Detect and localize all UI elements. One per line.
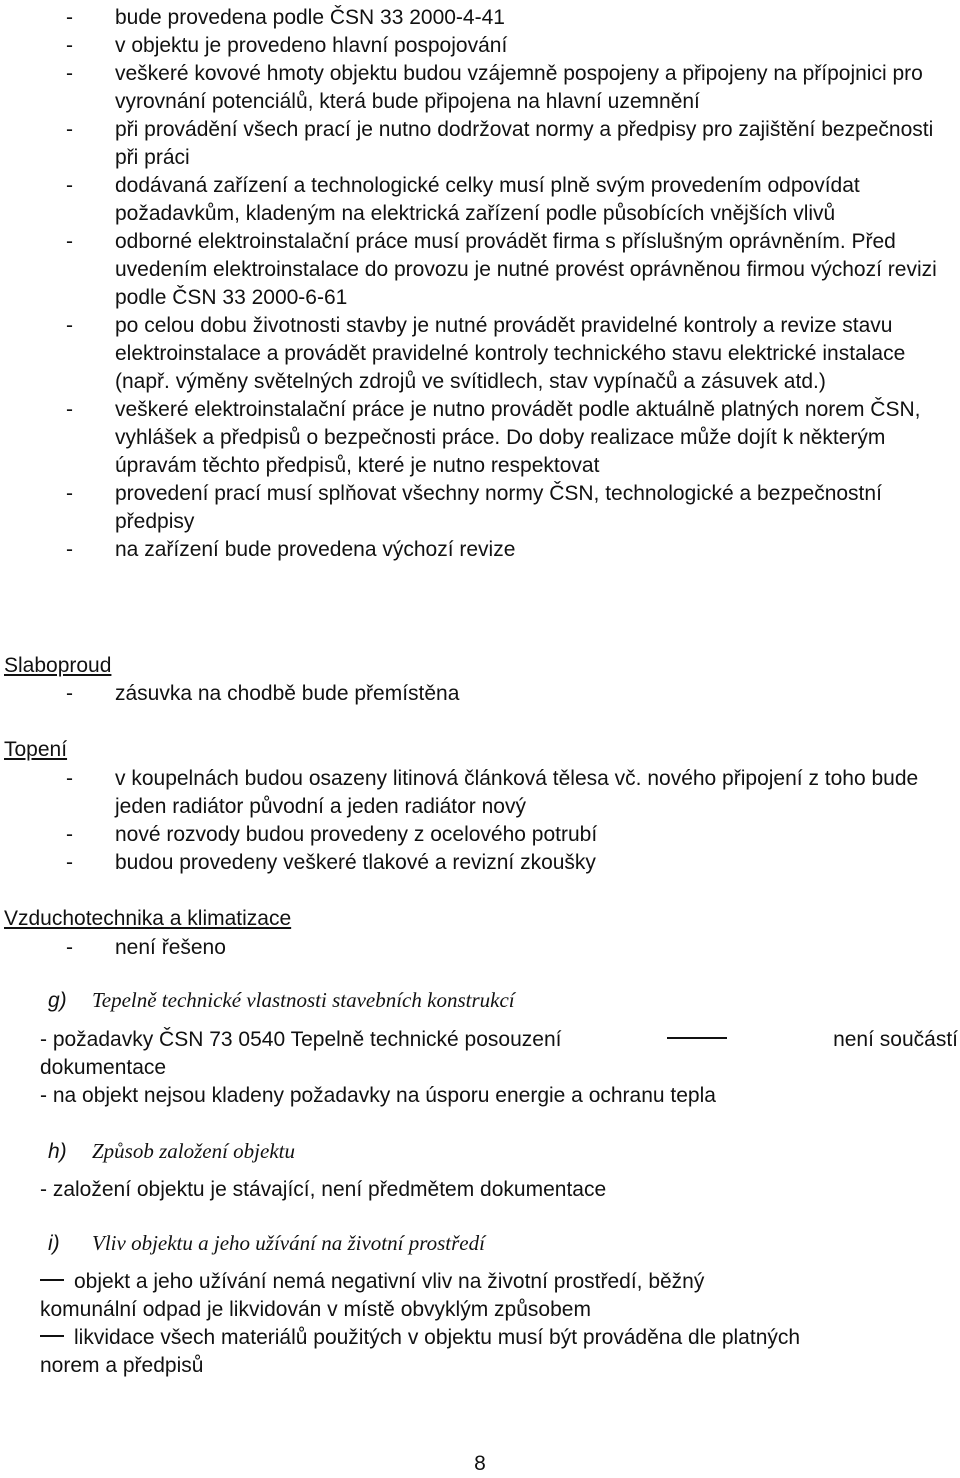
dash-bullet	[40, 1279, 64, 1281]
section-title: Vliv objektu a jeho užívání na životní prostředí	[92, 1231, 485, 1255]
section-g-body	[40, 1026, 958, 1110]
justified-line	[40, 1026, 958, 1054]
list-item: - po celou dobu životnosti stavby je nutné provádět pravidelné kontroly a revize stavu elektroinstalace a provádět pravidelné kontroly technického stavu elektrické instalace (např. výměny světelných zdrojů ve svítidlech, stav vypínačů a zásuvek atd.)	[0, 312, 960, 396]
section-label: g)	[48, 989, 67, 1012]
list-item: - na zařízení bude provedena výchozí revize	[0, 536, 960, 564]
list-item: - dodávaná zařízení a technologické celky musí plně svým provedením odpovídat požadavkům, kladeným na elektrická zařízení podle působících vnějších vlivů	[0, 172, 960, 228]
list-item: - veškeré kovové hmoty objektu budou vzájemně pospojeny a připojeny na přípojnici pro vyrovnání potenciálů, která bude připojena na hlavní uzemnění	[0, 60, 960, 116]
list-item: - nové rozvody budou provedeny z ocelového potrubí	[0, 821, 960, 849]
slaboproud-section	[0, 680, 960, 708]
electro-section	[0, 4, 960, 564]
text-line: - na objekt nejsou kladeny požadavky na úsporu energie a ochranu tepla	[40, 1084, 716, 1107]
electro-list	[0, 4, 960, 564]
page-number: 8	[474, 1452, 486, 1475]
vzt-heading: Vzduchotechnika a klimatizace	[4, 907, 292, 930]
list-item: - bude provedena podle ČSN 33 2000-4-41	[0, 4, 960, 32]
list-item: - při provádění všech prací je nutno dodržovat normy a předpisy pro zajištění bezpečnosti při práci	[0, 116, 960, 172]
vzt-section	[0, 934, 960, 962]
list-item: - veškeré elektroinstalační práce je nutno provádět podle aktuálně platných norem ČSN, vyhlášek a předpisů o bezpečnosti práce. Do doby realizace může dojít k některým úpravám těchto předpisů, které je nutno respektovat	[0, 396, 960, 480]
section-label: h)	[48, 1140, 67, 1163]
text-line	[40, 1268, 958, 1296]
section-i-heading	[48, 1229, 485, 1258]
list-item: - odborné elektroinstalační práce musí provádět firma s příslušným oprávněním. Před uvedením elektroinstalace do provozu je nutné provést oprávněnou firmou výchozí revizi podle ČSN 33 2000-6-61	[0, 228, 960, 312]
section-h-body	[40, 1176, 958, 1204]
text-line	[40, 1324, 958, 1352]
topeni-heading: Topení	[4, 738, 68, 761]
section-label: i)	[48, 1232, 60, 1255]
list-item: - v objektu je provedeno hlavní pospojování	[0, 32, 960, 60]
list-item: - není řešeno	[0, 934, 960, 962]
list-item: - zásuvka na chodbě bude přemístěna	[0, 680, 960, 708]
text-line: norem a předpisů	[40, 1354, 204, 1377]
text-line: komunální odpad je likvidován v místě obvyklým způsobem	[40, 1298, 591, 1321]
section-h-heading	[48, 1137, 295, 1166]
section-g-heading	[48, 986, 515, 1015]
text-segment: - požadavky ČSN 73 0540 Tepelně technické posouzení	[40, 1028, 562, 1051]
text-segment: likvidace všech materiálů použitých v objektu musí být prováděna dle platných	[74, 1326, 801, 1349]
topeni-section	[0, 765, 960, 877]
section-title: Tepelně technické vlastnosti stavebních konstrukcí	[92, 988, 515, 1012]
list-item: - v koupelnách budou osazeny litinová článková tělesa vč. nového připojení z toho bude jeden radiátor původní a jeden radiátor nový	[0, 765, 960, 821]
list-item: - budou provedeny veškeré tlakové a revizní zkoušky	[0, 849, 960, 877]
slaboproud-heading: Slaboproud	[4, 654, 112, 677]
dash-rule	[667, 1037, 727, 1039]
dash-bullet	[40, 1335, 64, 1337]
section-i-body	[40, 1268, 958, 1380]
list-item: - provedení prací musí splňovat všechny normy ČSN, technologické a bezpečnostní předpisy	[0, 480, 960, 536]
section-title: Způsob založení objektu	[92, 1139, 295, 1163]
text-line: dokumentace	[40, 1056, 167, 1079]
text-segment: není součástí	[833, 1028, 958, 1051]
text-line: - založení objektu je stávající, není předmětem dokumentace	[40, 1178, 607, 1201]
text-segment: objekt a jeho užívání nemá negativní vliv na životní prostředí, běžný	[74, 1270, 705, 1293]
